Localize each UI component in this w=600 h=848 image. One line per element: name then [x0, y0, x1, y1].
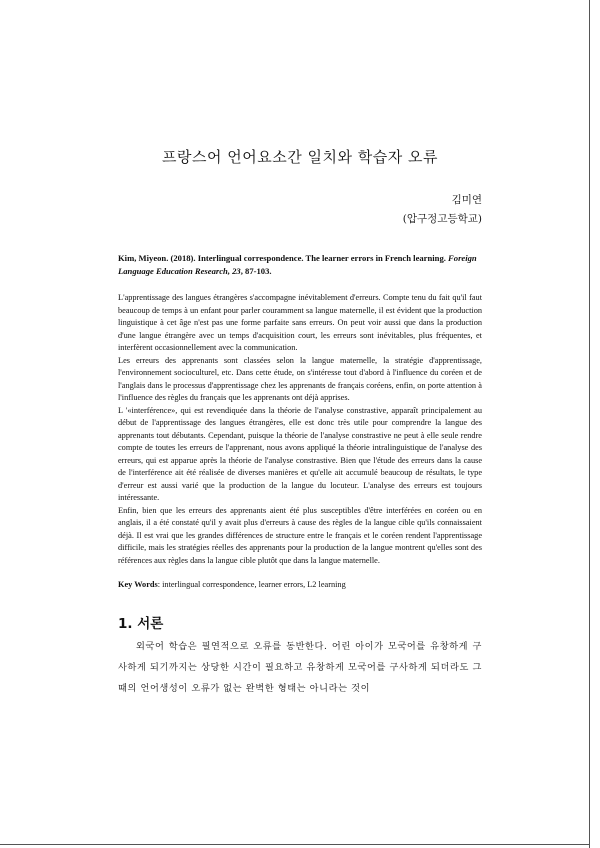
author-affiliation: (압구정고등학교) [402, 213, 482, 225]
citation-journal: Foreign Language Education Research, 23 [118, 253, 477, 276]
author-block [403, 191, 482, 229]
abstract-paragraph: Enfin, bien que les erreurs des apprenants aient été plus susceptibles d'être interférées en coréen ou en anglais, il a été constaté qu'il y avait plus d'erreurs à cause des règles de la langue cible qu'ils connaissaient déjà. Il est vrai que les grandes différences de structure entre le français et le coréen rendent l'apprentissage difficile, mais les stratégies réelles des apprenants pour la production de la langue montrent qu'elles sont des références aux règles dans la langue cible plutôt que dans la langue maternelle. [118, 505, 482, 565]
keywords [118, 580, 482, 589]
abstract [118, 292, 482, 567]
page-border-bottom [0, 844, 590, 845]
section-heading: 1. 서론 [118, 616, 164, 632]
citation [118, 252, 482, 278]
citation-prefix: Kim, Miyeon. (2018). Interlingual correspondence. The learner errors in French learning. [118, 253, 449, 263]
keywords-label: Key Words [118, 580, 158, 589]
author-name: 김미연 [451, 194, 482, 206]
body-paragraph: 외국어 학습은 필연적으로 오류를 동반한다. 어린 아이가 모국어를 유창하게 구사하게 되기까지는 상당한 시간이 필요하고 유창하게 모국어를 구사하게 되더라도 그 때의 언어생성이 오류가 없는 완벽한 형태는 아니라는 것이 [118, 641, 482, 694]
abstract-paragraph: Les erreurs des apprenants sont classées selon la langue maternelle, la stratégie d'apprentissage, l'environnement socioculturel, etc. Dans cette étude, on s'intéresse tout d'abord à l'influence du coréen et de l'anglais dans le processus d'apprentissage chez les apprenants de français coréens, enfin, on porte attention à l'influence des règles du français que les apprenants ont déjà apprises. [118, 355, 482, 402]
citation-pages: , 87-103. [240, 266, 272, 276]
abstract-paragraph: L '«interférence», qui est revendiquée dans la théorie de l'analyse constrastive, apparaît principalement au début de l'apprentissage des langues étrangères, elle est donc très utile pour comprendre la langue des apprenants tout débutants. Cependant, puisque la théorie de l'analyse constrastive ne peut à elle seule rendre compte de toutes les erreurs de l'apprenant, nous avons appliqué la théorie intralinguistique de l'analyse des erreurs, qui est apparue après la théorie de l'analyse constrastive. Bien que l'étude des erreurs dans la cause de l'interférence ait été réalisée de diverses manières et qu'elle ait accumulé beaucoup de résultats, le type d'erreur est aussi varié que la production de la langue du locuteur. L'analyse des erreurs est toujours intéressante. [118, 405, 482, 502]
body-text [118, 636, 482, 699]
page-border-right [589, 0, 590, 848]
paper-title: 프랑스어 언어요소간 일치와 학습자 오류 [162, 148, 438, 166]
abstract-paragraph: L'apprentissage des langues étrangères s'accompagne inévitablement d'erreurs. Compte tenu du fait qu'il faut beaucoup de temps à un enfant pour parler couramment sa langue maternelle, il est évident que la production linguistique à cet âge n'est pas une forme parfaite sans erreurs. On peut voir aussi que dans la production d'une langue étrangère avec un temps d'acquisition court, les erreurs sont inévitables, plus fréquentes, et interfèrent occasionnellement avec la communication. [118, 293, 482, 352]
keywords-value: : interlingual correspondence, learner errors, L2 learning [157, 580, 346, 589]
